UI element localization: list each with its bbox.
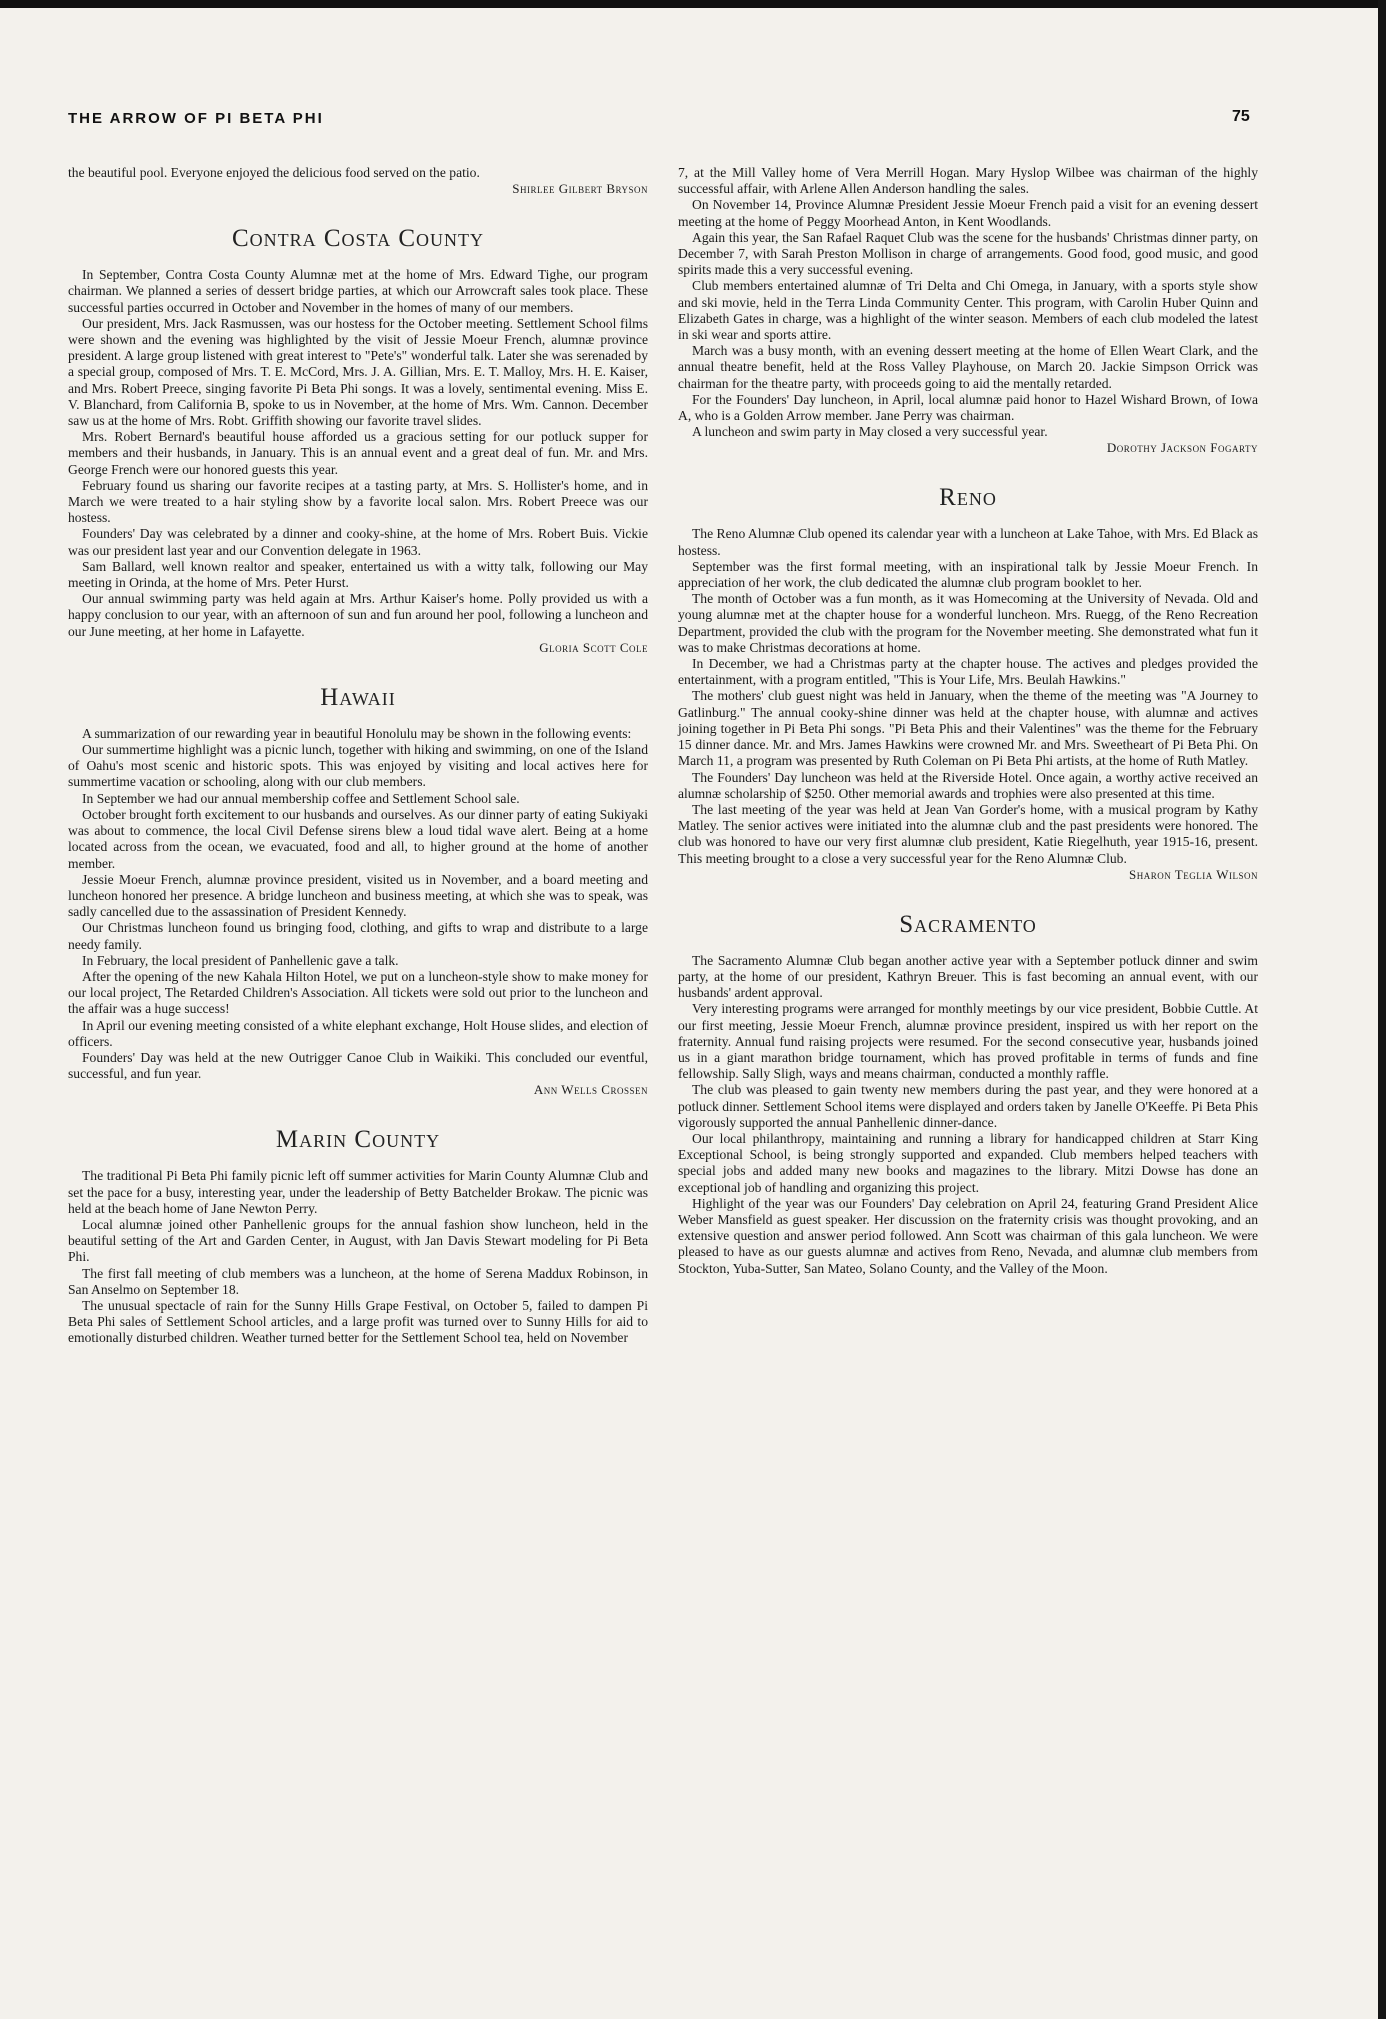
paragraph: Very interesting programs were arranged for monthly meetings by our vice president, Bobbie Cuttle. At our first meeting, Jessie Moeur French, alumnæ province president, inspired us with her report on the fraternity. Annual fund raising projects were resumed. For the second consecutive year, husbands joined us in a giant marathon bridge tournament, which has proved profitable in terms of funds and fine fellowship. Sally Sligh, ways and means chairman, conducted a monthly raffle. [678, 1001, 1258, 1082]
page-number: 75 [1232, 108, 1250, 125]
paragraph: Our president, Mrs. Jack Rasmussen, was our hostess for the October meeting. Settlement School films were shown and the evening was highlighted by the visit of Jessie Moeur French, alumnæ province president. A large group listened with great interest to "Pete's" wonderful talk. Later she was serenaded by a special group, composed of Mrs. T. E. McCord, Mrs. J. A. Gillian, Mrs. E. T. Malloy, Mrs. H. E. Kaiser, and Mrs. Robert Preece, singing favorite Pi Beta Phi songs. It was a lovely, sentimental evening. Miss E. V. Blanchard, from California B, spoke to us in November, at the home of Mrs. Wm. Cannon. December saw us at the home of Mrs. Robt. Griffith showing our favorite travel slides. [68, 315, 648, 429]
paragraph: September was the first formal meeting, with an inspirational talk by Jessie Moeur French. In appreciation of her work, the club dedicated the alumnæ club program booklet to her. [678, 558, 1258, 591]
running-head: THE ARROW OF PI BETA PHI [68, 110, 324, 127]
paragraph: In September, Contra Costa County Alumnæ met at the home of Mrs. Edward Tighe, our program chairman. We planned a series of dessert bridge parties, at which our Arrowcraft sales took place. These successful parties occurred in October and November in the homes of many of our members. [68, 267, 648, 315]
paragraph: Club members entertained alumnæ of Tri Delta and Chi Omega, in January, with a sports style show and ski movie, held in the Terra Linda Community Center. This program, with Carolin Huber Quinn and Elizabeth Gates in charge, was a highlight of the winter season. Members of each club modeled the latest in ski wear and sports attire. [678, 278, 1258, 343]
paragraph: February found us sharing our favorite recipes at a tasting party, at Mrs. S. Hollister's home, and in March we were treated to a hair styling show by a favorite local salon. Mrs. Robert Preece was our hostess. [68, 477, 648, 526]
paragraph: 7, at the Mill Valley home of Vera Merrill Hogan. Mary Hyslop Wilbee was chairman of the highly successful affair, with Arlene Allen Anderson handling the sales. [678, 165, 1258, 197]
paragraph: On November 14, Province Alumnæ President Jessie Moeur French paid a visit for an evening dessert meeting at the home of Peggy Moorhead Anton, in Kent Woodlands. [678, 197, 1258, 229]
paragraph: The last meeting of the year was held at Jean Van Gorder's home, with a musical program by Kathy Matley. The senior actives were initiated into the alumnæ club and the past presidents were honored. The club was honored to have our very first alumnæ club president, Katie Riegelhuth, year 1915-16, present. This meeting brought to a close a very successful year for the Reno Alumnæ Club. [678, 801, 1258, 866]
paragraph: October brought forth excitement to our husbands and ourselves. As our dinner party of eating Sukiyaki was about to commence, the local Civil Defense sirens blew a loud tidal wave alert. Being at a home located across from the ocean, we evacuated, food and all, to higher ground at the home of another member. [68, 806, 648, 871]
paragraph: Founders' Day was celebrated by a dinner and cooky-shine, at the home of Mrs. Robert Buis. Vickie was our president last year and our Convention delegate in 1963. [68, 526, 648, 558]
chapter-byline: Gloria Scott Cole [539, 639, 648, 655]
chapter-byline: Sharon Teglia Wilson [1129, 866, 1258, 882]
chapter-title: Contra Costa County [231, 225, 485, 253]
page-edge-top [0, 0, 1386, 8]
paragraph: In April our evening meeting consisted of a white elephant exchange, Holt House slides, and election of officers. [68, 1017, 648, 1049]
chapter-sacramento [678, 911, 1258, 1277]
paragraph: The club was pleased to gain twenty new members during the past year, and they were honored at a potluck dinner. Settlement School items were displayed and orders taken by Janelle O'Keeffe. Pi Beta Phis vigorously supported the annual Panhellenic dinner-dance. [678, 1082, 1258, 1130]
paragraph: In September we had our annual membership coffee and Settlement School sale. [82, 790, 520, 806]
paragraph: Sam Ballard, well known realtor and speaker, entertained us with a witty talk, following our May meeting in Orinda, at the home of Mrs. Peter Hurst. [68, 558, 648, 591]
paragraph: The first fall meeting of club members was a luncheon, at the home of Serena Maddux Robinson, in San Anselmo on September 18. [68, 1265, 648, 1297]
paragraph: In February, the local president of Panhellenic gave a talk. [82, 952, 399, 968]
paragraph: Our Christmas luncheon found us bringing food, clothing, and gifts to wrap and distribute to a large needy family. [68, 920, 648, 952]
chapter-contra-costa [68, 225, 648, 656]
lead-byline: Shirlee Gilbert Bryson [512, 181, 648, 197]
chapter-title: Marin County [275, 1126, 441, 1154]
chapter-marin-county [68, 1126, 648, 1346]
paragraph: The Founders' Day luncheon was held at the Riverside Hotel. Once again, a worthy active received an alumnæ scholarship of $250. Other memorial awards and trophies were also presented at this time. [678, 769, 1258, 801]
paragraph: The Sacramento Alumnæ Club began another active year with a September potluck dinner and swim party, at the home of our president, Kathryn Breuer. This is fast becoming an annual event, with our husbands' ardent approval. [678, 952, 1258, 1001]
left-column [68, 165, 648, 1347]
page-edge-right [1378, 0, 1386, 2019]
paragraph: A summarization of our rewarding year in beautiful Honolulu may be shown in the following events: [82, 725, 632, 741]
paragraph: The unusual spectacle of rain for the Sunny Hills Grape Festival, on October 5, failed to dampen Pi Beta Phi sales of Settlement School articles, and a large profit was turned over to Sunny Hills for aid to emotionally disturbed children. Weather turned better for the Settlement School tea, held on November [68, 1297, 648, 1346]
chapter-title: Sacramento [899, 910, 1037, 938]
paragraph: For the Founders' Day luncheon, in April, local alumnæ paid honor to Hazel Wishard Brown, of Iowa A, who is a Golden Arrow member. Jane Perry was chairman. [678, 391, 1258, 424]
paragraph: Local alumnæ joined other Panhellenic groups for the annual fashion show luncheon, held in the beautiful setting of the Art and Garden Center, in August, with Jan Davis Stewart modeling for Pi Beta Phi. [68, 1216, 648, 1265]
lead-continuation [68, 165, 648, 197]
paragraph: Founders' Day was held at the new Outrigger Canoe Club in Waikiki. This concluded our eventful, successful, and fun year. [68, 1049, 648, 1082]
paragraph: Again this year, the San Rafael Raquet Club was the scene for the husbands' Christmas dinner party, on December 7, with Sarah Preston Mollison in charge of arrangements. Good food, good music, and good spirits made this a very successful evening. [678, 229, 1258, 278]
paragraph: A luncheon and swim party in May closed a very successful year. [692, 424, 1048, 440]
paragraph: The traditional Pi Beta Phi family picnic left off summer activities for Marin County Alumnæ Club and set the pace for a busy, interesting year, under the leadership of Betty Batchelder Brokaw. The picnic was held at the beach home of Jane Newton Perry. [68, 1168, 648, 1216]
chapter-hawaii [68, 684, 648, 1098]
paragraph: Our local philanthropy, maintaining and running a library for handicapped children at Starr King Exceptional School, is being strongly supported and expanded. Club members helped teachers with special jobs and added many new books and magazines to the library. Mitzi Dowse has done an exceptional job of handling and organizing this project. [678, 1130, 1258, 1195]
paragraph: Mrs. Robert Bernard's beautiful house afforded us a gracious setting for our potluck supper for members and their husbands, in January. This is an annual event and a great deal of fun. Mr. and Mrs. George French were our honored guests this year. [68, 429, 648, 477]
chapter-title: Hawaii [320, 683, 396, 711]
paragraph: The month of October was a fun month, as it was Homecoming at the University of Nevada. Old and young alumnæ met at the chapter house for a wonderful luncheon. Mrs. Ruegg, of the Reno Recreation Department, provided the club with the program for the November meeting. She demonstrated what fun it was to make Christmas decorations at home. [678, 591, 1258, 655]
paragraph: In December, we had a Christmas party at the chapter house. The actives and pledges provided the entertainment, with a program entitled, "This is Your Life, Mrs. Beulah Hawkins." [678, 656, 1258, 688]
paragraph: Our annual swimming party was held again at Mrs. Arthur Kaiser's home. Polly provided us with a happy conclusion to our year, with an afternoon of sun and fun around her pool, following a luncheon and our June meeting, at her home in Lafayette. [68, 591, 648, 639]
chapter-marin-county-continued [678, 165, 1258, 456]
paragraph: The Reno Alumnæ Club opened its calendar year with a luncheon at Lake Tahoe, with Mrs. Ed Black as hostess. [678, 526, 1258, 558]
chapter-byline: Dorothy Jackson Fogarty [1106, 440, 1258, 456]
paragraph: March was a busy month, with an evening dessert meeting at the home of Ellen Weart Clark, and the annual theatre benefit, held at the Ross Valley Playhouse, on March 20. Jackie Simpson Orrick was chairman for the theatre party, with proceeds going to aid the mentally retarded. [678, 343, 1258, 391]
paragraph: Our summertime highlight was a picnic lunch, together with hiking and swimming, on one of the Island of Oahu's most scenic and historic spots. This was enjoyed by visiting and local actives here for summertime vacation or schooling, along with our club members. [68, 742, 648, 790]
paragraph: The mothers' club guest night was held in January, when the theme of the meeting was "A Journey to Gatlinburg." The annual cooky-shine dinner was held at the chapter house, with alumnæ and actives joining together in Pi Beta Phi songs. "Pi Beta Phis and their Valentines" was the theme for the February 15 dinner dance. Mr. and Mrs. James Hawkins were crowned Mr. and Mrs. Sweetheart of Pi Beta Phi. On March 11, a program was presented by Ruth Coleman on Pi Beta Phi artists, at the home of Ruth Matley. [678, 688, 1258, 769]
lead-paragraph: the beautiful pool. Everyone enjoyed the delicious food served on the patio. [68, 165, 480, 180]
chapter-title: Reno [939, 484, 997, 512]
chapter-reno [678, 484, 1258, 882]
paragraph: Jessie Moeur French, alumnæ province president, visited us in November, and a board meeting and luncheon honored her presence. A bridge luncheon and business meeting, at which she was to speak, was sadly cancelled due to the assassination of President Kennedy. [68, 871, 648, 920]
right-column [678, 165, 1258, 1277]
chapter-byline: Ann Wells Crossen [533, 1082, 648, 1098]
paragraph: After the opening of the new Kahala Hilton Hotel, we put on a luncheon-style show to make money for our local project, The Retarded Children's Association. All tickets were sold out prior to the luncheon and the affair was a huge success! [68, 968, 648, 1017]
paragraph: Highlight of the year was our Founders' Day celebration on April 24, featuring Grand President Alice Weber Mansfield as guest speaker. Her discussion on the fraternity crisis was thought provoking, and an extensive question and answer period followed. Ann Scott was chairman of this gala luncheon. We were pleased to have as our guests alumnæ and actives from Reno, Nevada, and alumnæ club members from Stockton, Yuba-Sutter, San Mateo, Solano County, and the Valley of the Moon. [678, 1195, 1258, 1276]
